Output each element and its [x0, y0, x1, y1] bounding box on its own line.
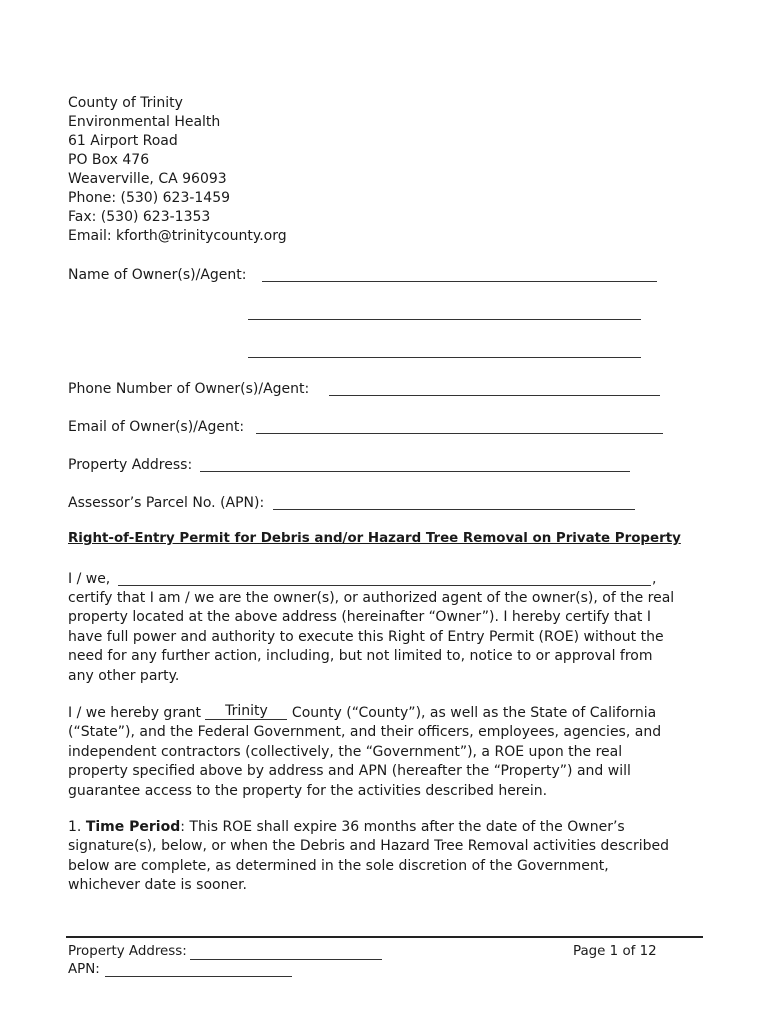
property-address-field[interactable] [200, 471, 630, 472]
header-line: PO Box 476 [68, 152, 150, 168]
header-line: Weaverville, CA 96093 [68, 171, 227, 187]
time-period-heading: Time Period [85, 819, 181, 835]
certify-line: certify that I am / we are the owner(s), or authorized agent of the owner(s), of the real [68, 590, 675, 606]
footer-divider [66, 936, 703, 938]
grant-line: property specified above by address and APN (hereafter the “Property”) and will [68, 763, 631, 780]
certify-paragraph [68, 589, 708, 686]
certify-line: have full power and authority to execute this Right of Entry Permit (ROE) without the [68, 628, 664, 645]
header-line: County of Trinity [68, 95, 183, 111]
grant-prefix: I / we hereby grant [68, 705, 202, 721]
grant-paragraph [68, 704, 708, 801]
email-label: Email of Owner(s)/Agent: [68, 419, 245, 435]
document-title: Right-of-Entry Permit for Debris and/or Hazard Tree Removal on Private Property [68, 531, 681, 546]
phone-field[interactable] [329, 395, 660, 396]
certify-prefix: I / we, [68, 571, 111, 587]
phone-label: Phone Number of Owner(s)/Agent: [68, 381, 310, 397]
section-number: 1. [68, 819, 82, 835]
header-line: Phone: (530) 623-1459 [68, 190, 231, 206]
header-line: Fax: (530) 623-1353 [68, 209, 211, 225]
header-line: Environmental Health [68, 114, 221, 130]
certify-line: any other party. [68, 667, 180, 684]
owner-name-field-line-3[interactable] [248, 357, 641, 358]
owner-name-label: Name of Owner(s)/Agent: [68, 267, 247, 283]
apn-field[interactable] [273, 509, 635, 510]
grant-line: guarantee access to the property for the activities described herein. [68, 782, 548, 799]
time-period-line: signature(s), below, or when the Debris and Hazard Tree Removal activities described [68, 838, 669, 855]
time-period-first-line: : This ROE shall expire 36 months after the date of the Owner’s [180, 819, 625, 835]
grant-line: (“State”), and the Federal Government, and their officers, employees, agencies, and [68, 724, 662, 741]
owner-name-field[interactable] [262, 281, 657, 282]
time-period-line: below are complete, as determined in the sole discretion of the Government, [68, 857, 609, 874]
apn-label: Assessor’s Parcel No. (APN): [68, 495, 265, 511]
certify-line: need for any further action, including, but not limited to, notice to or approval from [68, 648, 653, 665]
email-field[interactable] [256, 433, 663, 434]
footer-address-field[interactable] [190, 959, 382, 960]
property-address-label: Property Address: [68, 457, 193, 473]
grant-line: independent contractors (collectively, the “Government”), a ROE upon the real [68, 743, 623, 760]
county-field[interactable]: Trinity [205, 704, 287, 720]
header-line: Email: kforth@trinitycounty.org [68, 228, 287, 244]
grant-first-line: County (“County”), as well as the State of California [291, 705, 657, 721]
time-period-paragraph [68, 818, 708, 896]
owner-certify-field[interactable] [118, 585, 651, 586]
footer-address-label: Property Address: [68, 944, 187, 959]
certify-comma: , [652, 571, 657, 587]
certify-line: property located at the above address (hereinafter “Owner”). I hereby certify that I [68, 609, 651, 626]
time-period-line: whichever date is sooner. [68, 877, 247, 894]
footer-apn-field[interactable] [105, 976, 292, 977]
owner-name-field-line-2[interactable] [248, 319, 641, 320]
page-number: Page 1 of 12 [573, 944, 657, 959]
footer-apn-label: APN: [68, 962, 100, 977]
header-line: 61 Airport Road [68, 133, 178, 149]
